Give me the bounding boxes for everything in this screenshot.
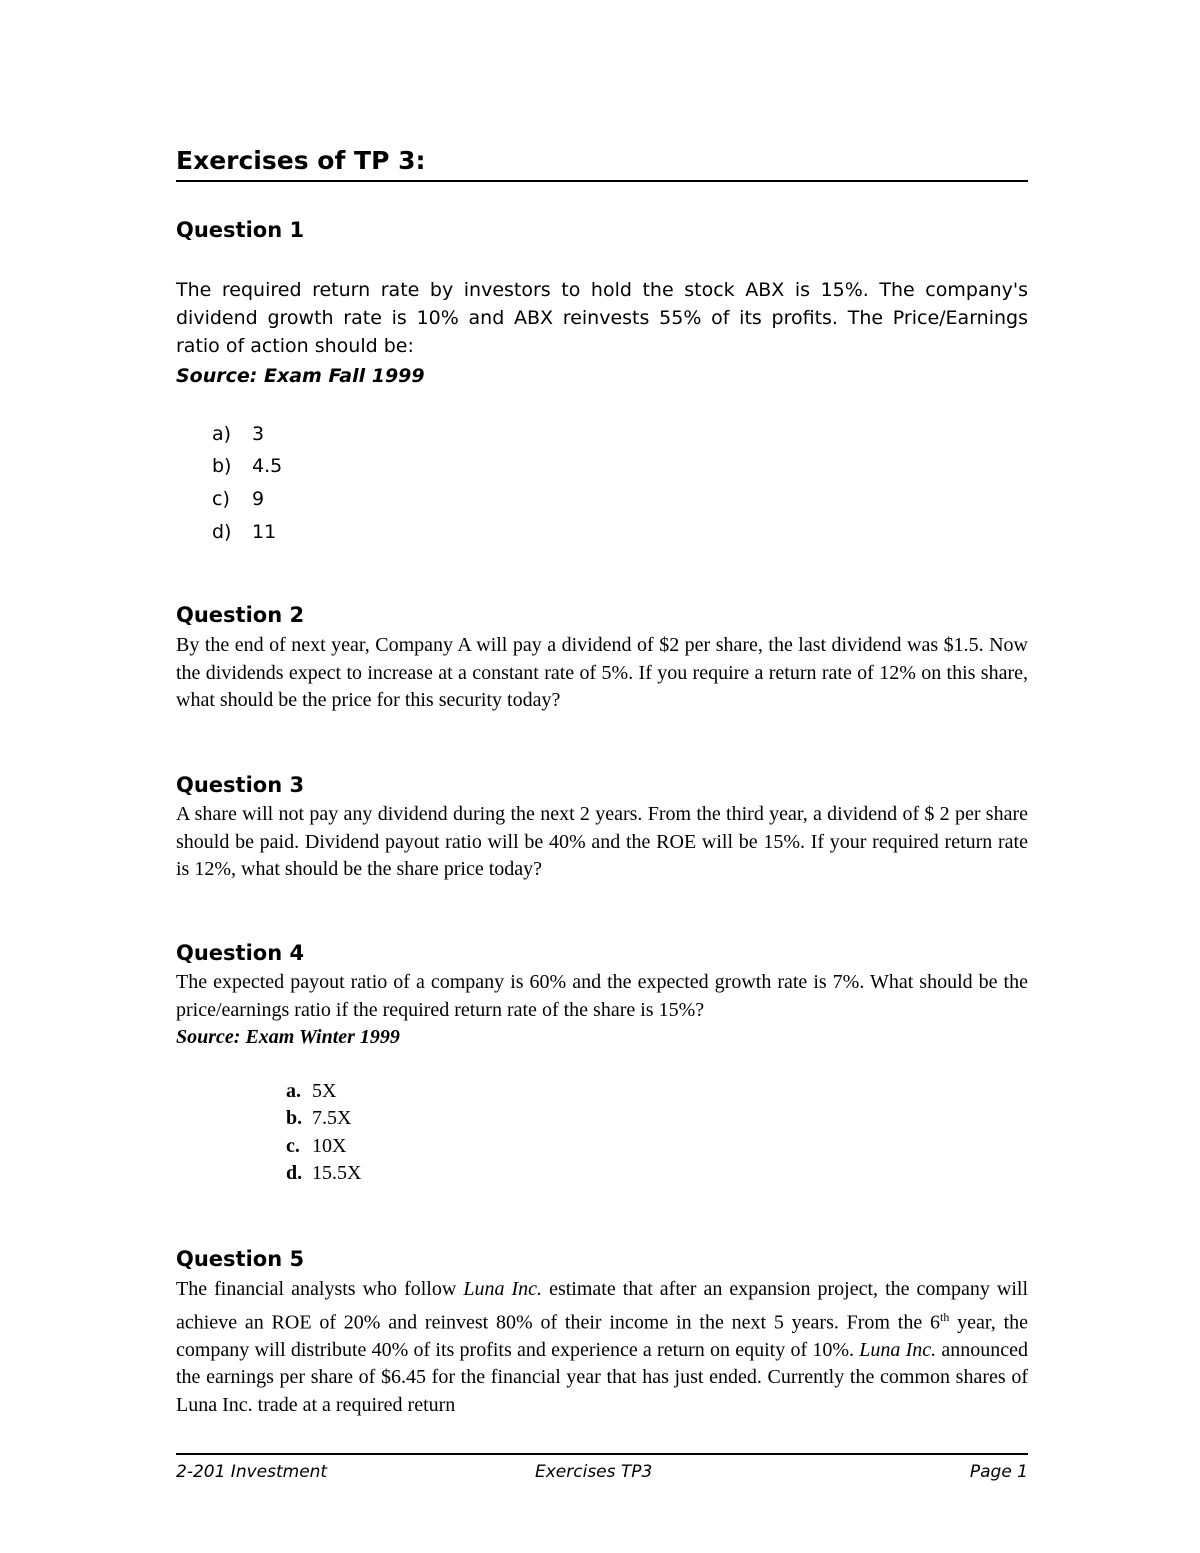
question-5-part-4: announced the earnings per share of $6.45 for the financial year that has just ended. Currently the common shares of Luna Inc. trade at a required return (176, 1338, 1029, 1416)
option-letter: c) (212, 488, 230, 510)
question-4-heading: Question 4 (176, 941, 305, 965)
option-letter: b. (286, 1107, 303, 1129)
option-letter: a. (286, 1080, 301, 1102)
question-5-part-3: year, the company will distribute 40% of its profits and experience a return on equity of 10%. (176, 1311, 1028, 1361)
footer-doc-title: Exercises TP3 (535, 1462, 653, 1482)
question-1-source: Source: Exam Fall 1999 (176, 365, 425, 387)
question-5-part-2: estimate that after an expansion project, the company will achieve an ROE of 20% and reinvest 80% of their income in the next 5 years. From the 6 (176, 1278, 1029, 1334)
option-letter: a) (212, 423, 232, 445)
document-page (176, 0, 1028, 1553)
question-5-heading: Question 5 (176, 1247, 305, 1271)
option-value: 10X (312, 1135, 347, 1157)
option-value: 15.5X (312, 1162, 362, 1184)
company-name-2: Luna Inc. (859, 1338, 937, 1361)
option-letter: d) (212, 521, 232, 543)
option-letter: c. (286, 1135, 300, 1157)
question-4-option-b (286, 1105, 351, 1133)
document-title: Exercises of TP 3: (176, 146, 426, 175)
question-4-text: The expected payout ratio of a company is 60% and the expected growth rate is 7%. What should be the price/earnings ratio if the required return rate of the share is 15%? (176, 971, 1028, 1021)
question-1-option-d (212, 518, 276, 546)
option-letter: b) (212, 455, 232, 477)
question-1-option-a (212, 420, 264, 448)
question-1-heading: Question 1 (176, 218, 305, 242)
option-value: 3 (252, 423, 265, 445)
question-5-text (176, 1276, 1028, 1419)
option-value: 5X (312, 1080, 337, 1102)
question-1-text: The required return rate by investors to hold the stock ABX is 15%. The company's dividend growth rate is 10% and ABX reinvests 55% of its profits. The Price/Earnings ratio of action should be: (176, 279, 1028, 357)
option-value: 9 (252, 488, 265, 510)
footer-divider (176, 1453, 1028, 1455)
title-divider (176, 180, 1028, 182)
footer-page-number: Page 1 (969, 1462, 1028, 1482)
question-4-option-d (286, 1160, 361, 1188)
footer-course: 2-201 Investment (176, 1462, 328, 1482)
option-value: 7.5X (312, 1107, 352, 1129)
question-4-option-a (286, 1078, 336, 1106)
ordinal-suffix: th (940, 1309, 950, 1324)
question-4-source: Source: Exam Winter 1999 (176, 1026, 400, 1048)
question-2-text: By the end of next year, Company A will pay a dividend of $2 per share, the last dividend was $1.5. Now the dividends expect to increase at a constant rate of 5%. If you require a return rate of 12% on this share, what should be the price for this security today? (176, 634, 1028, 711)
question-4-option-c (286, 1133, 346, 1161)
company-name: Luna Inc. (463, 1278, 543, 1300)
question-3-heading: Question 3 (176, 773, 305, 797)
option-value: 4.5 (252, 455, 283, 477)
question-5-part-1: The financial analysts who follow (176, 1278, 457, 1300)
question-1-option-b (212, 452, 282, 480)
option-letter: d. (286, 1162, 303, 1184)
question-2-heading: Question 2 (176, 603, 305, 627)
question-3-text: A share will not pay any dividend during the next 2 years. From the third year, a dividend of $ 2 per share should be paid. Dividend payout ratio will be 40% and the ROE will be 15%. If your required return rate is 12%, what should be the share price today? (176, 803, 1028, 880)
option-value: 11 (252, 521, 277, 543)
question-1-option-c (212, 485, 264, 513)
